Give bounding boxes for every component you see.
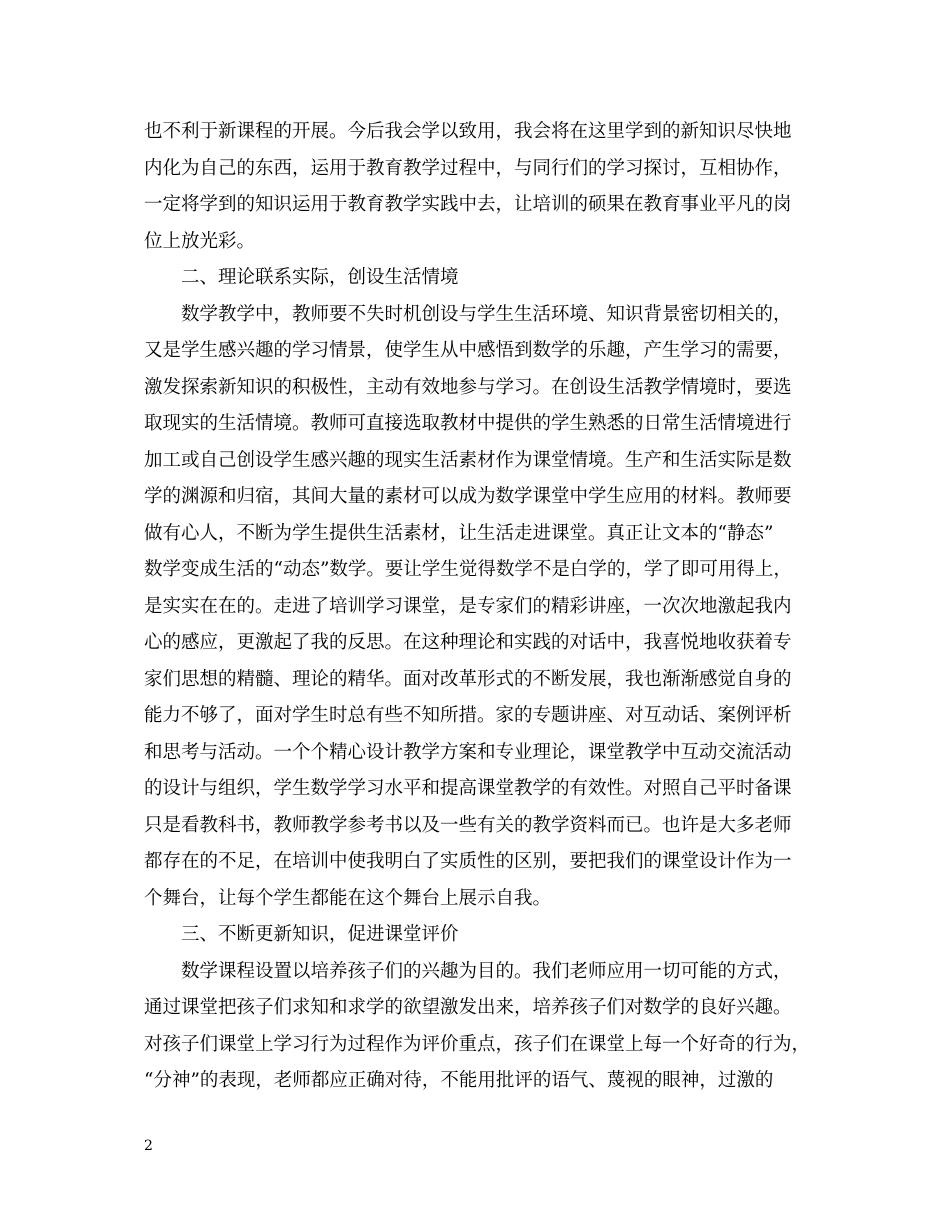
text-line: 位上放光彩。 [144,230,256,252]
text-line: 数学变成生活的“动态”数学。要让学生觉得数学不是白学的，学了即可用得上， [144,559,792,580]
text-line: 个舞台，让每个学生都能在这个舞台上展示自我。 [144,887,552,909]
text-line: 也不利于新课程的开展。今后我会学以致用，我会将在这里学到的新知识尽快地 [144,121,792,142]
text-line: 取现实的生活情境。教师可直接选取教材中提供的学生熟悉的日常生活情境进行 [144,413,792,434]
text-line: 二、理论联系实际，创设生活情境 [181,267,459,288]
text-line: 一定将学到的知识运用于教育教学实践中去，让培训的硕果在教育事业平凡的岗 [144,194,792,215]
text-line: 激发探索新知识的积极性，主动有效地参与学习。在创设生活教学情境时，要选 [144,376,792,398]
text-line: 三、不断更新知识，促进课堂评价 [181,924,459,945]
text-line: 内化为自己的东西，运用于教育教学过程中，与同行们的学习探讨，互相协作， [144,157,792,179]
text-line: “分神”的表现，老师都应正确对待，不能用批评的语气、蔑视的眼神，过激的 [144,1070,774,1091]
text-line: 能力不够了，面对学生时总有些不知所措。家的专题讲座、对互动话、案例评析 [144,705,792,726]
text-line: 心的感应，更激起了我的反思。在这种理论和实践的对话中，我喜悦地收获着专 [144,632,792,653]
page-number: 2 [144,1138,153,1154]
text-line: 学的渊源和归宿，其间大量的素材可以成为数学课堂中学生应用的材料。教师要 [144,486,792,507]
text-line: 通过课堂把孩子们求知和求学的欲望激发出来，培养孩子们对数学的良好兴趣。 [144,997,792,1018]
text-line: 只是看教科书，教师教学参考书以及一些有关的教学资料而已。也许是大多老师 [144,814,792,836]
body-text [144,114,844,1100]
text-line: 数学教学中，教师要不失时机创设与学生生活环境、知识背景密切相关的， [181,303,792,325]
text-line: 对孩子们课堂上学习行为过程作为评价重点，孩子们在课堂上每一个好奇的行为， [144,1033,811,1055]
text-line: 又是学生感兴趣的学习情景，使学生从中感悟到数学的乐趣，产生学习的需要， [144,340,792,361]
text-line: 做有心人，不断为学生提供生活素材，让生活走进课堂。真正让文本的“静态” [144,522,774,544]
text-line: 数学课程设置以培养孩子们的兴趣为目的。我们老师应用一切可能的方式， [181,960,792,982]
text-line: 是实实在在的。走进了培训学习课堂，是专家们的精彩讲座，一次次地激起我内 [144,595,792,617]
text-line: 家们思想的精髓、理论的精华。面对改革形式的不断发展，我也渐渐感觉自身的 [144,668,792,690]
text-line: 加工或自己创设学生感兴趣的现实生活素材作为课堂情境。生产和生活实际是数 [144,449,792,471]
text-line: 和思考与活动。一个个精心设计教学方案和专业理论，课堂教学中互动交流活动 [144,741,792,763]
text-line: 的设计与组织，学生数学学习水平和提高课堂教学的有效性。对照自己平时备课 [144,778,792,799]
text-line: 都存在的不足，在培训中使我明白了实质性的区别，要把我们的课堂设计作为一 [144,851,792,872]
